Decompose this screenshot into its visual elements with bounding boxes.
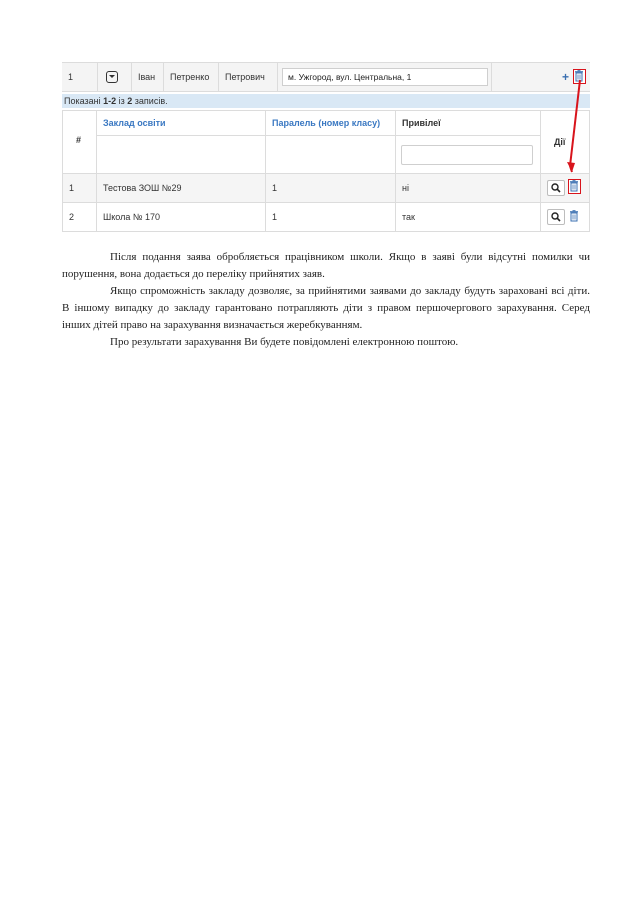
trash-icon	[569, 180, 579, 192]
trash-icon	[574, 70, 584, 82]
expand-cell	[98, 63, 132, 91]
row-num: 2	[63, 203, 97, 231]
view-button[interactable]	[547, 209, 565, 225]
body-text	[62, 249, 590, 351]
paragraph: Про результати зарахування Ви будете повідомлені електронною поштою.	[110, 336, 459, 348]
header-privileges: Привілеї	[396, 111, 541, 173]
applications-table	[62, 110, 590, 232]
paragraph: Після подання заява обробляється працівником школи. Якщо в заяві були відсутні помилки чи порушення, вона додається до переліку прийнятих заяв.	[62, 251, 590, 280]
delete-button-highlighted[interactable]	[568, 179, 581, 194]
header-school[interactable]: Заклад освіти	[97, 111, 266, 173]
row-school: Школа № 170	[97, 203, 266, 231]
first-name: Іван	[132, 63, 164, 91]
records-summary: Показані 1-2 із 2 записів.	[62, 94, 590, 108]
trash-icon	[569, 210, 579, 222]
last-name: Петренко	[164, 63, 219, 91]
child-row-number: 1	[62, 63, 98, 91]
child-row	[62, 62, 590, 92]
header-parallel[interactable]: Паралель (номер класу)	[266, 111, 396, 173]
magnifier-icon	[551, 212, 561, 222]
address-cell	[278, 63, 492, 91]
table-row	[63, 202, 589, 231]
header-num: #	[63, 111, 97, 173]
row-parallel: 1	[266, 174, 396, 202]
delete-button-highlighted[interactable]	[573, 69, 586, 84]
row-num: 1	[63, 174, 97, 202]
arrow-plus-icon[interactable]: +	[562, 70, 570, 84]
header-actions: Дії	[554, 137, 566, 147]
privileges-filter-input[interactable]	[401, 145, 533, 165]
row-school: Тестова ЗОШ №29	[97, 174, 266, 202]
row-privilege: ні	[396, 174, 541, 202]
delete-button[interactable]	[569, 210, 581, 224]
paragraph: Якщо спроможність закладу дозволяє, за прийнятими заявами до закладу будуть зараховані всі діти. В іншому випадку до закладу гарантовано потрапляють діти з правом першочергового зарахування. Серед інших дітей право на зарахування визначається жеребкуванням.	[62, 285, 590, 331]
magnifier-icon	[551, 183, 561, 193]
view-button[interactable]	[547, 180, 565, 196]
expand-toggle-icon[interactable]	[106, 71, 118, 83]
screenshot-frame	[62, 56, 590, 234]
table-row	[63, 173, 589, 202]
row-parallel: 1	[266, 203, 396, 231]
patronymic: Петрович	[219, 63, 278, 91]
address-field[interactable]: м. Ужгород, вул. Центральна, 1	[282, 68, 488, 86]
row-privilege: так	[396, 203, 541, 231]
